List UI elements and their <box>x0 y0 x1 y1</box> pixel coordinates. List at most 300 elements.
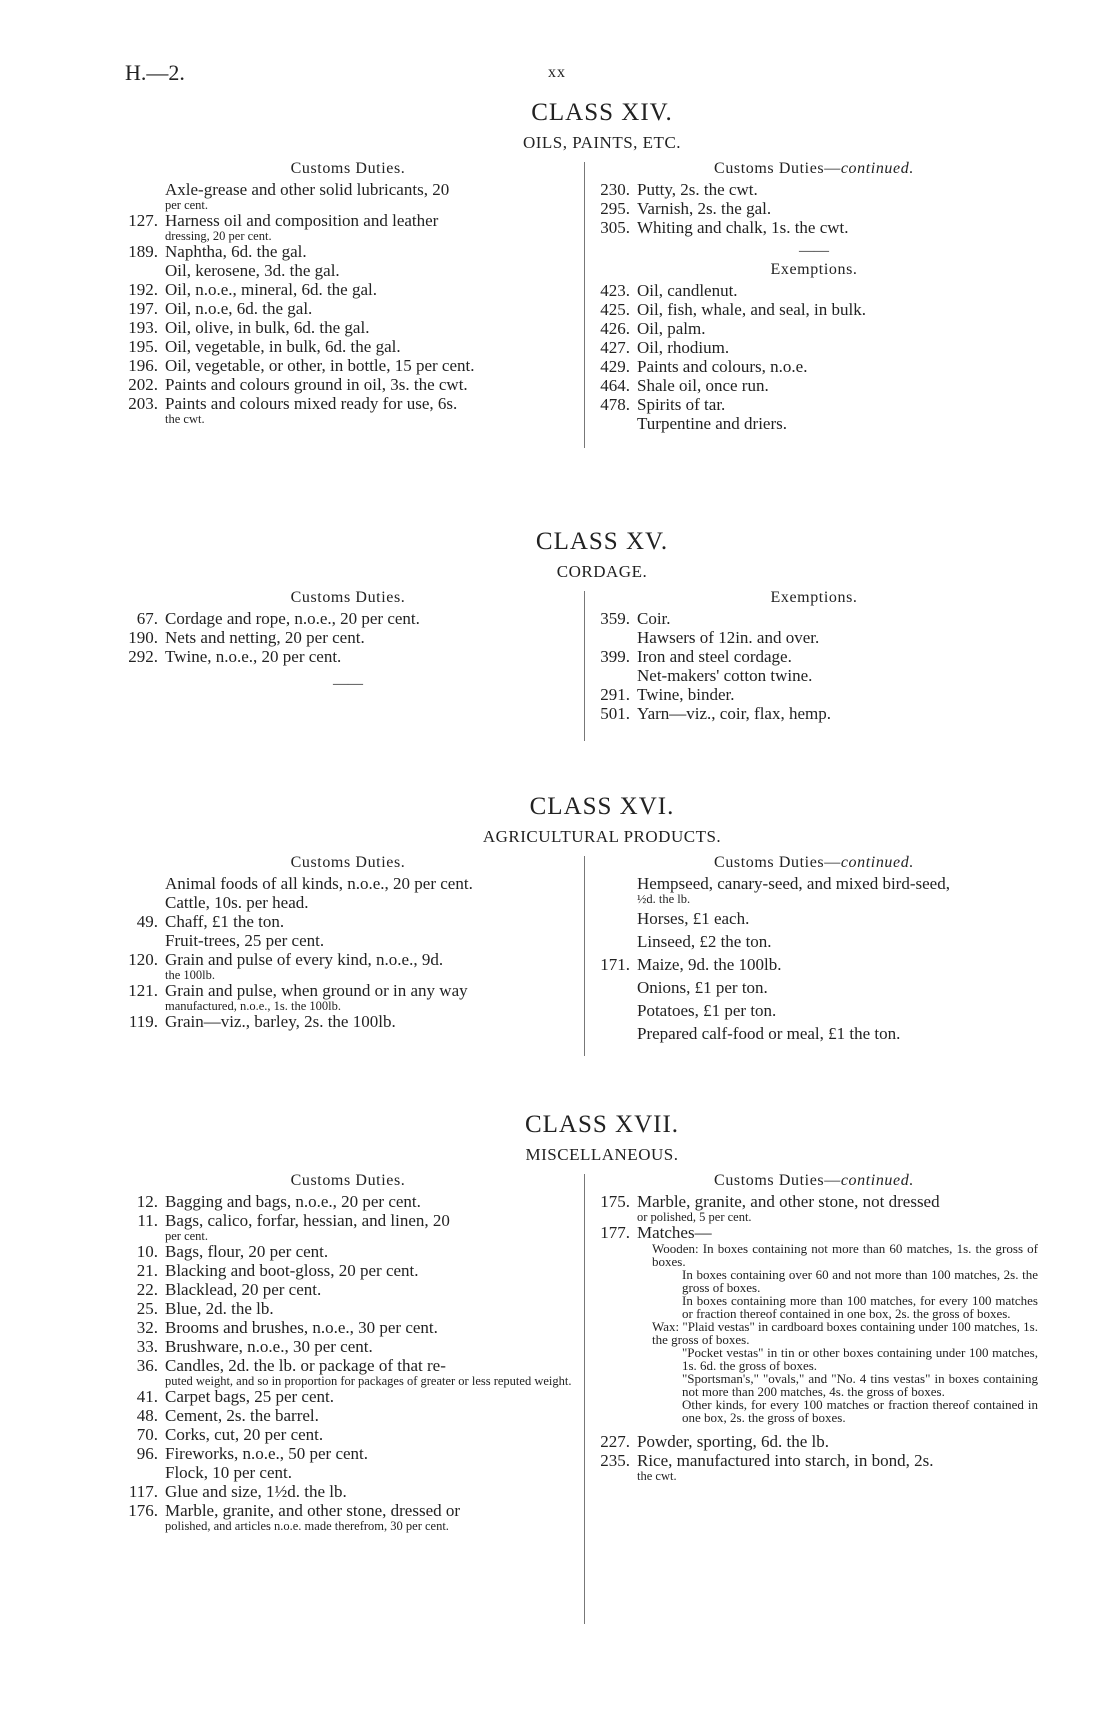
class-subtitle: MISCELLANEOUS. <box>525 1145 679 1164</box>
tariff-entry <box>118 261 578 280</box>
tariff-description: Oil, n.o.e, 6d. the gal. <box>165 299 313 318</box>
tariff-description: Paints and colours mixed ready for use, 6s. <box>165 394 458 413</box>
tariff-continuation: dressing, 20 per cent. <box>165 229 272 243</box>
tariff-number <box>590 874 637 905</box>
tariff-number: 12. <box>136 1192 158 1211</box>
tariff-text <box>165 180 578 211</box>
tariff-description: Bags, flour, 20 per cent. <box>165 1242 329 1261</box>
tariff-description: Marble, granite, and other stone, not dressed <box>637 1192 940 1211</box>
tariff-entry <box>590 218 1038 237</box>
tariff-text <box>165 299 578 318</box>
tariff-entry <box>118 1012 578 1031</box>
tariff-description: Onions, £1 per ton. <box>637 978 768 997</box>
tariff-number <box>590 932 637 951</box>
tariff-number: 197. <box>128 299 158 318</box>
tariff-text <box>165 1012 578 1031</box>
tariff-entry <box>118 299 578 318</box>
tariff-number: 176. <box>128 1501 158 1520</box>
tariff-entry <box>590 647 1038 666</box>
tariff-entry <box>118 628 578 647</box>
tariff-entry <box>590 376 1038 395</box>
tariff-entry <box>118 893 578 912</box>
tariff-number: 177. <box>600 1223 630 1242</box>
tariff-continuation: polished, and articles n.o.e. made therefrom, 30 per cent. <box>165 1519 449 1533</box>
tariff-number <box>590 1024 637 1043</box>
tariff-description: Turpentine and driers. <box>637 414 787 433</box>
class-title: CLASS XIV. <box>531 99 673 126</box>
tariff-text <box>165 893 578 912</box>
tariff-text <box>637 666 1038 685</box>
tariff-continuation: manufactured, n.o.e., 1s. the 100lb. <box>165 999 341 1013</box>
matches-clause: Wax: "Plaid vestas" in cardboard boxes containing under 100 matches, 1s. the gross of boxes. <box>652 1319 1038 1347</box>
tariff-number <box>118 180 165 211</box>
class-title: CLASS XVI. <box>529 793 675 820</box>
tariff-description: Cattle, 10s. per head. <box>165 893 309 912</box>
tariff-description: Paints and colours ground in oil, 3s. the cwt. <box>165 375 468 394</box>
tariff-entry <box>590 180 1038 199</box>
tariff-entry <box>118 1261 578 1280</box>
tariff-description: Naphtha, 6d. the gal. <box>165 242 307 261</box>
tariff-number: 25. <box>136 1299 158 1318</box>
exemptions-heading: Exemptions. <box>770 261 858 278</box>
tariff-entry <box>590 978 1038 997</box>
tariff-number: 120. <box>128 950 158 969</box>
tariff-number: 478. <box>600 395 630 414</box>
tariff-description: Coir. <box>637 609 671 628</box>
class-xiv-section <box>118 96 1038 433</box>
tariff-entry <box>118 1299 578 1318</box>
tariff-entry <box>590 1024 1038 1043</box>
tariff-text <box>637 338 1038 357</box>
tariff-text <box>637 874 1038 905</box>
tariff-number: 195. <box>128 337 158 356</box>
tariff-description: Paints and colours, n.o.e. <box>637 357 808 376</box>
continued-column <box>590 1170 1038 1482</box>
tariff-entry <box>118 337 578 356</box>
tariff-text <box>637 395 1038 414</box>
tariff-description: Prepared calf-food or meal, £1 the ton. <box>637 1024 901 1043</box>
matches-clause: In boxes containing more than 100 matches, for every 100 matches or fraction thereof contained in one box, 2s. the gross of boxes. <box>682 1293 1038 1321</box>
tariff-number: 305. <box>600 218 630 237</box>
tariff-number: 189. <box>128 242 158 261</box>
tariff-text <box>165 337 578 356</box>
tariff-text <box>165 1482 578 1501</box>
tariff-description: Carpet bags, 25 per cent. <box>165 1387 334 1406</box>
tariff-number <box>590 628 637 647</box>
tariff-number: 36. <box>136 1356 158 1375</box>
tariff-text <box>637 357 1038 376</box>
tariff-number <box>118 874 165 893</box>
tariff-description: Potatoes, £1 per ton. <box>637 1001 777 1020</box>
tariff-description: Matches— <box>637 1223 712 1242</box>
tariff-entry <box>590 874 1038 905</box>
tariff-entry <box>590 909 1038 928</box>
tariff-entry <box>118 1482 578 1501</box>
column-heading: Customs Duties. <box>290 589 406 606</box>
tariff-description: Chaff, £1 the ton. <box>165 912 285 931</box>
tariff-text <box>637 414 1038 433</box>
tariff-number <box>590 414 637 433</box>
tariff-text <box>637 1024 1038 1043</box>
tariff-text <box>637 1451 1038 1482</box>
tariff-text <box>637 1432 1038 1451</box>
tariff-text <box>165 394 578 425</box>
tariff-number: 292. <box>128 647 158 666</box>
tariff-description: Candles, 2d. the lb. or package of that re- <box>165 1356 446 1375</box>
tariff-description: Grain—viz., barley, 2s. the 100lb. <box>165 1012 396 1031</box>
tariff-text <box>165 912 578 931</box>
tariff-text <box>165 1425 578 1444</box>
class-xv-section <box>118 525 1038 723</box>
tariff-description: Spirits of tar. <box>637 395 726 414</box>
tariff-number: 67. <box>136 609 158 628</box>
tariff-number <box>118 931 165 950</box>
tariff-text <box>165 981 578 1012</box>
tariff-entry <box>118 609 578 628</box>
tariff-text <box>165 1211 578 1242</box>
tariff-number: 192. <box>128 280 158 299</box>
tariff-number <box>590 978 637 997</box>
tariff-text <box>165 280 578 299</box>
matches-clause: In boxes containing over 60 and not more than 100 matches, 2s. the gross of boxes. <box>682 1267 1038 1295</box>
tariff-description: Net-makers' cotton twine. <box>637 666 813 685</box>
tariff-description: Whiting and chalk, 1s. the cwt. <box>637 218 849 237</box>
tariff-text <box>165 1463 578 1482</box>
tariff-text <box>637 319 1038 338</box>
tariff-description: Glue and size, 1½d. the lb. <box>165 1482 347 1501</box>
exemptions-column <box>590 587 1038 723</box>
tariff-text <box>637 376 1038 395</box>
tariff-description: Hempseed, canary-seed, and mixed bird-seed, <box>637 874 950 893</box>
tariff-description: Iron and steel cordage. <box>637 647 792 666</box>
tariff-continuation: per cent. <box>165 1229 209 1243</box>
tariff-number: 21. <box>136 1261 158 1280</box>
tariff-number: 429. <box>600 357 630 376</box>
continued-column <box>590 852 1038 1047</box>
tariff-entry <box>118 394 578 425</box>
tariff-text <box>637 609 1038 628</box>
tariff-entry <box>118 180 578 211</box>
tariff-entry <box>118 950 578 981</box>
tariff-text <box>637 1001 1038 1020</box>
tariff-number: 11. <box>137 1211 158 1230</box>
tariff-text <box>165 1406 578 1425</box>
class-xvi-section <box>118 790 1038 1043</box>
tariff-entry <box>118 912 578 931</box>
tariff-text <box>165 1299 578 1318</box>
tariff-description: Nets and netting, 20 per cent. <box>165 628 365 647</box>
tariff-entry <box>118 280 578 299</box>
tariff-text <box>165 950 578 981</box>
tariff-text <box>637 647 1038 666</box>
tariff-text <box>165 318 578 337</box>
tariff-entry <box>590 1432 1038 1451</box>
tariff-description: Twine, n.o.e., 20 per cent. <box>165 647 342 666</box>
tariff-description: Fruit-trees, 25 per cent. <box>165 931 325 950</box>
tariff-text <box>637 932 1038 951</box>
class-xvii-section <box>118 1108 1038 1533</box>
tariff-description: Oil, candlenut. <box>637 281 738 300</box>
tariff-number: 227. <box>600 1432 630 1451</box>
tariff-description: Harness oil and composition and leather <box>165 211 439 230</box>
tariff-number: 171. <box>600 955 630 974</box>
tariff-description: Cement, 2s. the barrel. <box>165 1406 319 1425</box>
matches-clause: "Pocket vestas" in tin or other boxes containing under 100 matches, 1s. 6d. the gross of boxes. <box>682 1345 1038 1373</box>
tariff-description: Varnish, 2s. the gal. <box>637 199 772 218</box>
tariff-description: Oil, kerosene, 3d. the gal. <box>165 261 340 280</box>
tariff-description: Corks, cut, 20 per cent. <box>165 1425 324 1444</box>
tariff-entry <box>590 281 1038 300</box>
tariff-description: Grain and pulse of every kind, n.o.e., 9d. <box>165 950 444 969</box>
tariff-number: 426. <box>600 319 630 338</box>
tariff-continuation: the cwt. <box>165 412 205 426</box>
tariff-number <box>590 909 637 928</box>
tariff-number: 423. <box>600 281 630 300</box>
tariff-entry <box>118 874 578 893</box>
tariff-text <box>165 628 578 647</box>
tariff-text <box>165 242 578 261</box>
tariff-description: Yarn—viz., coir, flax, hemp. <box>637 704 831 723</box>
tariff-entry <box>590 414 1038 433</box>
tariff-text <box>165 375 578 394</box>
tariff-text <box>165 1501 578 1532</box>
tariff-entry <box>118 1425 578 1444</box>
tariff-continuation: or polished, 5 per cent. <box>637 1210 752 1224</box>
tariff-number: 70. <box>136 1425 158 1444</box>
tariff-description: Horses, £1 each. <box>637 909 750 928</box>
tariff-entry <box>118 1192 578 1211</box>
tariff-text <box>165 1444 578 1463</box>
tariff-text <box>637 199 1038 218</box>
tariff-number: 10. <box>136 1242 158 1261</box>
tariff-number <box>118 1463 165 1482</box>
tariff-text <box>637 281 1038 300</box>
tariff-text <box>637 955 1038 974</box>
tariff-entry <box>590 685 1038 704</box>
matches-clause: Wooden: In boxes containing not more than 60 matches, 1s. the gross of boxes. <box>652 1241 1038 1269</box>
tariff-number <box>118 261 165 280</box>
tariff-entry <box>590 1451 1038 1482</box>
matches-clause: "Sportsman's," "ovals," and "No. 4 tins vestas" in boxes containing not more than 200 matches, 4s. the gross of boxes. <box>682 1371 1038 1399</box>
tariff-entry <box>118 318 578 337</box>
tariff-entry <box>118 211 578 242</box>
tariff-text <box>165 1192 578 1211</box>
tariff-number: 175. <box>600 1192 630 1211</box>
tariff-text <box>165 356 578 375</box>
tariff-continuation: the 100lb. <box>165 968 215 982</box>
tariff-entry <box>118 1318 578 1337</box>
tariff-description: Brushware, n.o.e., 30 per cent. <box>165 1337 373 1356</box>
tariff-description: Oil, olive, in bulk, 6d. the gal. <box>165 318 370 337</box>
tariff-entry <box>590 609 1038 628</box>
tariff-text <box>165 1318 578 1337</box>
tariff-text <box>637 1223 1038 1242</box>
tariff-number: 32. <box>136 1318 158 1337</box>
page-reference: H.—2. <box>125 60 185 85</box>
tariff-text <box>165 1337 578 1356</box>
tariff-text <box>165 931 578 950</box>
tariff-number: 359. <box>600 609 630 628</box>
tariff-number <box>590 1001 637 1020</box>
tariff-text <box>637 704 1038 723</box>
tariff-description: Oil, vegetable, in bulk, 6d. the gal. <box>165 337 401 356</box>
class-title: CLASS XV. <box>535 528 669 555</box>
tariff-description: Marble, granite, and other stone, dressed or <box>165 1501 461 1520</box>
tariff-description: Flock, 10 per cent. <box>165 1463 292 1482</box>
tariff-entry <box>118 356 578 375</box>
column-heading: Customs Duties. <box>290 1172 406 1189</box>
tariff-number: 121. <box>128 981 158 1000</box>
tariff-text <box>165 261 578 280</box>
tariff-text <box>165 1261 578 1280</box>
tariff-description: Linseed, £2 the ton. <box>637 932 772 951</box>
tariff-description: Oil, fish, whale, and seal, in bulk. <box>637 300 866 319</box>
tariff-description: Maize, 9d. the 100lb. <box>637 955 782 974</box>
tariff-entry <box>118 981 578 1012</box>
tariff-description: Animal foods of all kinds, n.o.e., 20 per cent. <box>165 874 473 893</box>
tariff-number: 425. <box>600 300 630 319</box>
tariff-text <box>637 218 1038 237</box>
tariff-description: Powder, sporting, 6d. the lb. <box>637 1432 829 1451</box>
tariff-description: Fireworks, n.o.e., 50 per cent. <box>165 1444 369 1463</box>
tariff-entry <box>590 628 1038 647</box>
tariff-description: Oil, palm. <box>637 319 706 338</box>
customs-duties-column <box>118 158 578 425</box>
tariff-description: Hawsers of 12in. and over. <box>637 628 820 647</box>
tariff-number: 235. <box>600 1451 630 1470</box>
tariff-text <box>165 1387 578 1406</box>
tariff-text <box>165 1356 578 1387</box>
tariff-entry <box>118 1406 578 1425</box>
tariff-continuation: ½d. the lb. <box>637 892 691 906</box>
tariff-entry <box>590 1223 1038 1242</box>
tariff-entry <box>590 1192 1038 1223</box>
tariff-number: 196. <box>128 356 158 375</box>
column-heading: Customs Duties—continued. <box>714 854 914 871</box>
tariff-description: Blacking and boot-gloss, 20 per cent. <box>165 1261 419 1280</box>
tariff-entry <box>118 242 578 261</box>
column-heading: Customs Duties. <box>290 160 406 177</box>
tariff-description: Rice, manufactured into starch, in bond, 2s. <box>637 1451 934 1470</box>
tariff-number: 427. <box>600 338 630 357</box>
customs-duties-column <box>118 1170 578 1532</box>
tariff-entry <box>118 1463 578 1482</box>
tariff-continuation: the cwt. <box>637 1469 677 1483</box>
tariff-number: 202. <box>128 375 158 394</box>
tariff-number: 295. <box>600 199 630 218</box>
tariff-number: 49. <box>136 912 158 931</box>
tariff-number: 190. <box>128 628 158 647</box>
column-heading: Customs Duties. <box>290 854 406 871</box>
tariff-text <box>637 1192 1038 1223</box>
class-title: CLASS XVII. <box>524 1111 680 1138</box>
tariff-description: Oil, vegetable, or other, in bottle, 15 per cent. <box>165 356 475 375</box>
tariff-number: 96. <box>136 1444 158 1463</box>
tariff-text <box>637 180 1038 199</box>
tariff-entry <box>118 1387 578 1406</box>
tariff-number <box>118 893 165 912</box>
tariff-number <box>590 666 637 685</box>
tariff-entry <box>118 375 578 394</box>
tariff-entry <box>118 1444 578 1463</box>
tariff-continuation: per cent. <box>165 198 209 212</box>
tariff-entry <box>590 338 1038 357</box>
customs-duties-column: Customs Duties. 67. Cordage and rope, n.o.e., 20 per cent. 190. Nets and netting, 20 per cent. 292. Twine, n.o.e., 20 per cent. —— <box>118 587 578 692</box>
tariff-number: 119. <box>128 1012 158 1031</box>
tariff-entry <box>590 300 1038 319</box>
tariff-text <box>637 909 1038 928</box>
class-subtitle: AGRICULTURAL PRODUCTS. <box>482 827 722 846</box>
tariff-number: 127. <box>128 211 158 230</box>
tariff-text <box>165 1280 578 1299</box>
matches-schedule <box>652 1242 1038 1424</box>
class-subtitle: OILS, PAINTS, ETC. <box>522 133 682 152</box>
tariff-number: 203. <box>128 394 158 413</box>
tariff-number: 41. <box>136 1387 158 1406</box>
tariff-description: Bagging and bags, n.o.e., 20 per cent. <box>165 1192 421 1211</box>
tariff-entry <box>590 666 1038 685</box>
tariff-description: Brooms and brushes, n.o.e., 30 per cent. <box>165 1318 438 1337</box>
tariff-entry <box>118 1337 578 1356</box>
tariff-entry <box>118 931 578 950</box>
tariff-entry <box>118 1242 578 1261</box>
tariff-number: 464. <box>600 376 630 395</box>
tariff-text <box>165 1242 578 1261</box>
column-heading: Customs Duties—continued. <box>714 1172 914 1189</box>
continued-column: Customs Duties—continued. 230. Putty, 2s. the cwt. 295. Varnish, 2s. the gal. 305. Whiting and chalk, 1s. the cwt. —— Exemptions. 423. Oil, candlenut. 425. Oil, fish, whale, and seal, in bulk. 426. Oil, palm. 427. Oil, rhodium. 429. Paints and colours, n.o.e. 464. Shale oil, once run. 478. Spirits of tar. Turpentine and driers. <box>590 158 1038 433</box>
column-heading: Customs Duties—continued. <box>714 160 914 177</box>
tariff-entry <box>590 395 1038 414</box>
tariff-number: 230. <box>600 180 630 199</box>
tariff-entry <box>590 357 1038 376</box>
tariff-entry <box>118 1501 578 1532</box>
tariff-entry <box>590 932 1038 951</box>
tariff-description: Twine, binder. <box>637 685 735 704</box>
tariff-description: Oil, rhodium. <box>637 338 730 357</box>
tariff-text <box>165 647 578 666</box>
tariff-number: 117. <box>128 1482 158 1501</box>
tariff-text <box>165 211 578 242</box>
class-subtitle: CORDAGE. <box>556 562 648 581</box>
matches-clause: Other kinds, for every 100 matches or fraction thereof contained in one box, 2s. the gross of boxes. <box>682 1397 1038 1425</box>
tariff-entry <box>590 955 1038 974</box>
tariff-entry <box>590 199 1038 218</box>
tariff-description: Shale oil, once run. <box>637 376 769 395</box>
tariff-description: Oil, n.o.e., mineral, 6d. the gal. <box>165 280 377 299</box>
tariff-description: Blacklead, 20 per cent. <box>165 1280 322 1299</box>
tariff-text <box>165 874 578 893</box>
tariff-description: Blue, 2d. the lb. <box>165 1299 274 1318</box>
tariff-description: Axle-grease and other solid lubricants, 20 <box>165 180 450 199</box>
tariff-number: 501. <box>600 704 630 723</box>
column-heading: Exemptions. <box>770 589 858 606</box>
tariff-entry <box>118 1211 578 1242</box>
tariff-text <box>165 609 578 628</box>
tariff-text <box>637 978 1038 997</box>
tariff-entry <box>118 647 578 666</box>
page-number: xx <box>548 64 566 81</box>
tariff-description: Grain and pulse, when ground or in any way <box>165 981 468 1000</box>
tariff-description: Cordage and rope, n.o.e., 20 per cent. <box>165 609 420 628</box>
customs-duties-column <box>118 852 578 1031</box>
tariff-number: 399. <box>600 647 630 666</box>
tariff-number: 291. <box>600 685 630 704</box>
tariff-entry <box>590 319 1038 338</box>
tariff-description: Bags, calico, forfar, hessian, and linen, 20 <box>165 1211 450 1230</box>
tariff-entry <box>118 1356 578 1387</box>
tariff-text <box>637 628 1038 647</box>
tariff-number: 33. <box>136 1337 158 1356</box>
